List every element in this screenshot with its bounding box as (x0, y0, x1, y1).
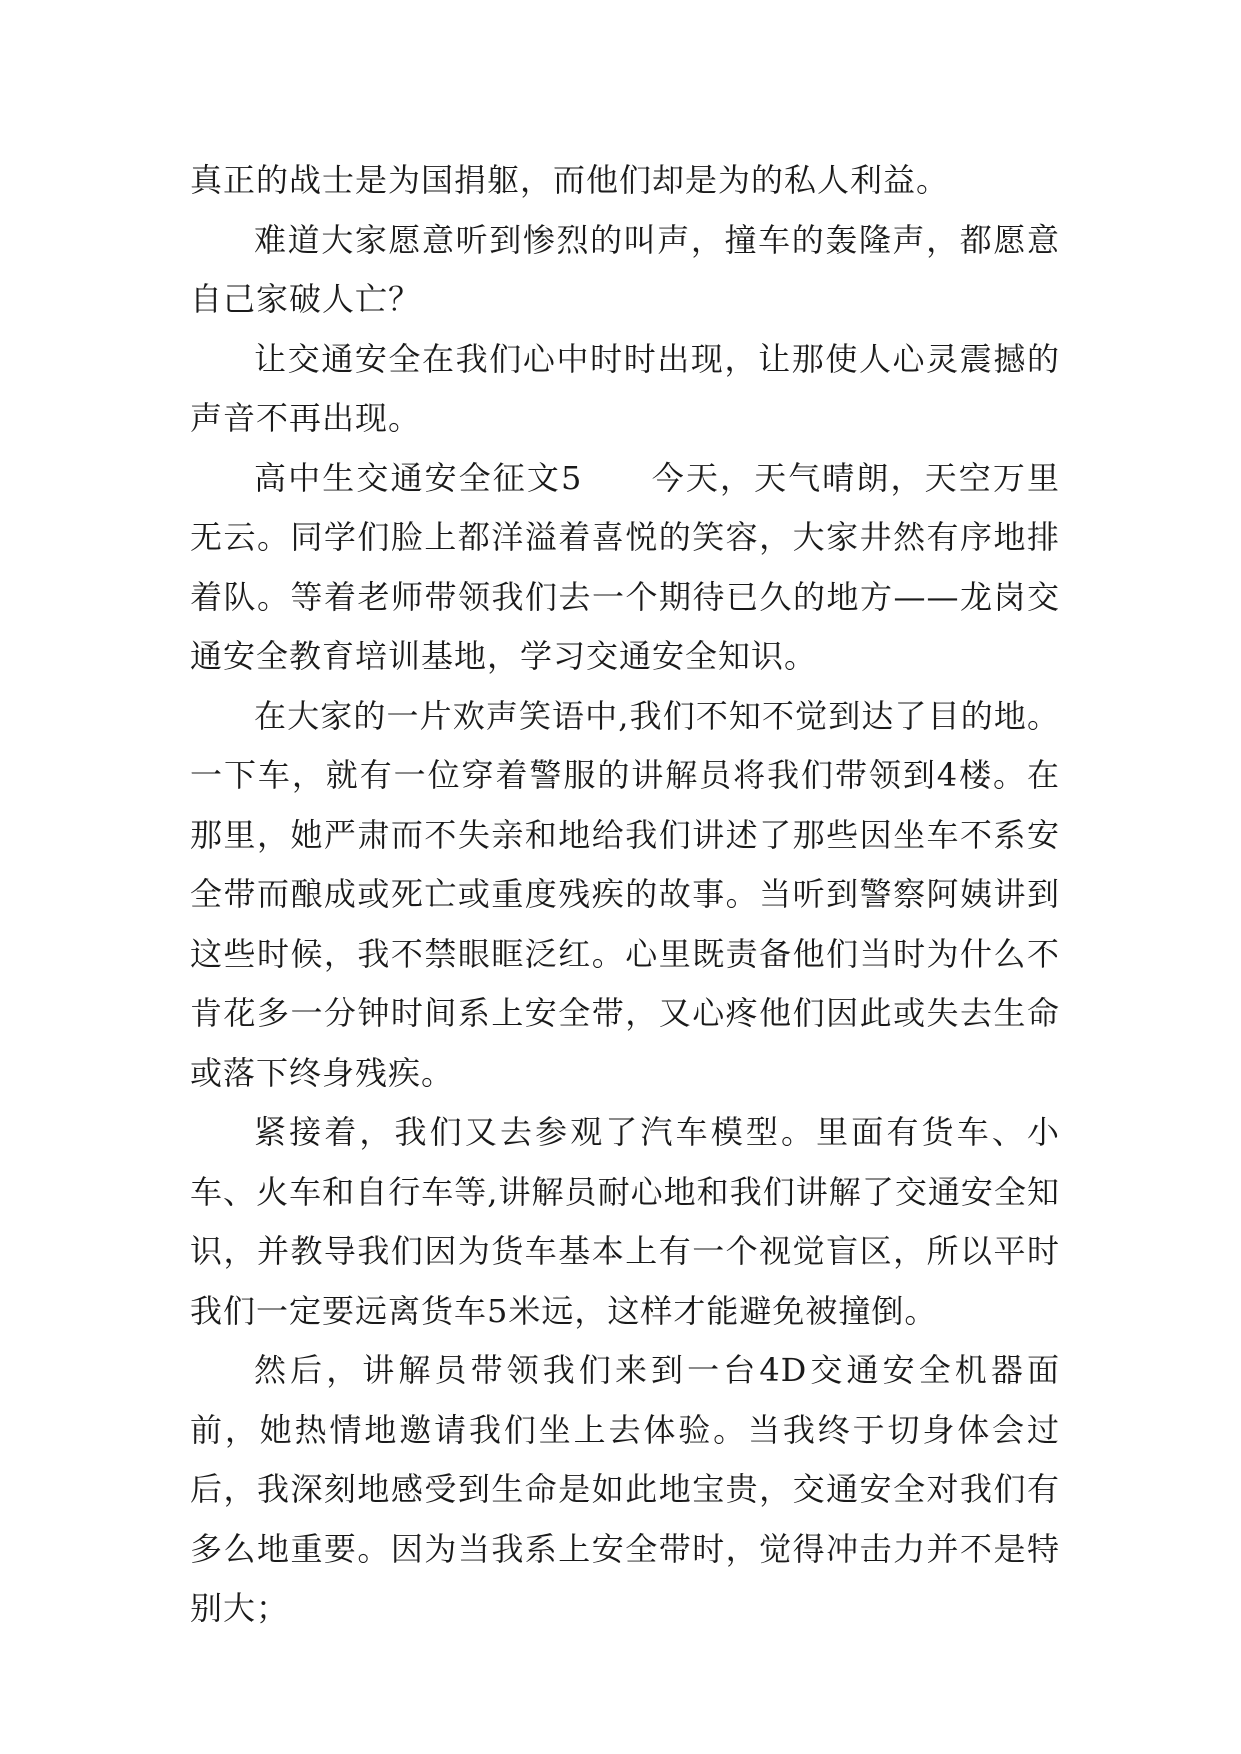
document-body (190, 151, 1060, 1639)
paragraph-2: 难道大家愿意听到惨烈的叫声，撞车的轰隆声，都愿意自己家破人亡？ (190, 220, 1060, 318)
paragraph-1: 真正的战士是为国捐躯，而他们却是为的私人利益。 (190, 161, 950, 199)
paragraph-3: 让交通安全在我们心中时时出现，让那使人心灵震撼的声音不再出现。 (190, 339, 1060, 437)
paragraph-7: 然后，讲解员带领我们来到一台4D交通安全机器面前，她热情地邀请我们坐上去体验。当我终于切身体会过后，我深刻地感受到生命是如此地宝贵，交通安全对我们有多么地重要。因为当我系上安全带时，觉得冲击力并不是特别大； (190, 1351, 1060, 1627)
paragraph-4: 高中生交通安全征文5 今天，天气晴朗，天空万里无云。同学们脸上都洋溢着喜悦的笑容，大家井然有序地排着队。等着老师带领我们去一个期待已久的地方——龙岗交通安全教育培训基地，学习交通安全知识。 (190, 458, 1060, 675)
paragraph-5: 在大家的一片欢声笑语中,我们不知不觉到达了目的地。一下车，就有一位穿着警服的讲解员将我们带领到4楼。在那里，她严肃而不失亲和地给我们讲述了那些因坐车不系安全带而酿成或死亡或重度残疾的故事。当听到警察阿姨讲到这些时候，我不禁眼眶泛红。心里既责备他们当时为什么不肯花多一分钟时间系上安全带，又心疼他们因此或失去生命或落下终身残疾。 (190, 696, 1060, 1092)
paragraph-6: 紧接着，我们又去参观了汽车模型。里面有货车、小车、火车和自行车等,讲解员耐心地和我们讲解了交通安全知识，并教导我们因为货车基本上有一个视觉盲区，所以平时我们一定要远离货车5米远，这样才能避免被撞倒。 (190, 1113, 1060, 1330)
